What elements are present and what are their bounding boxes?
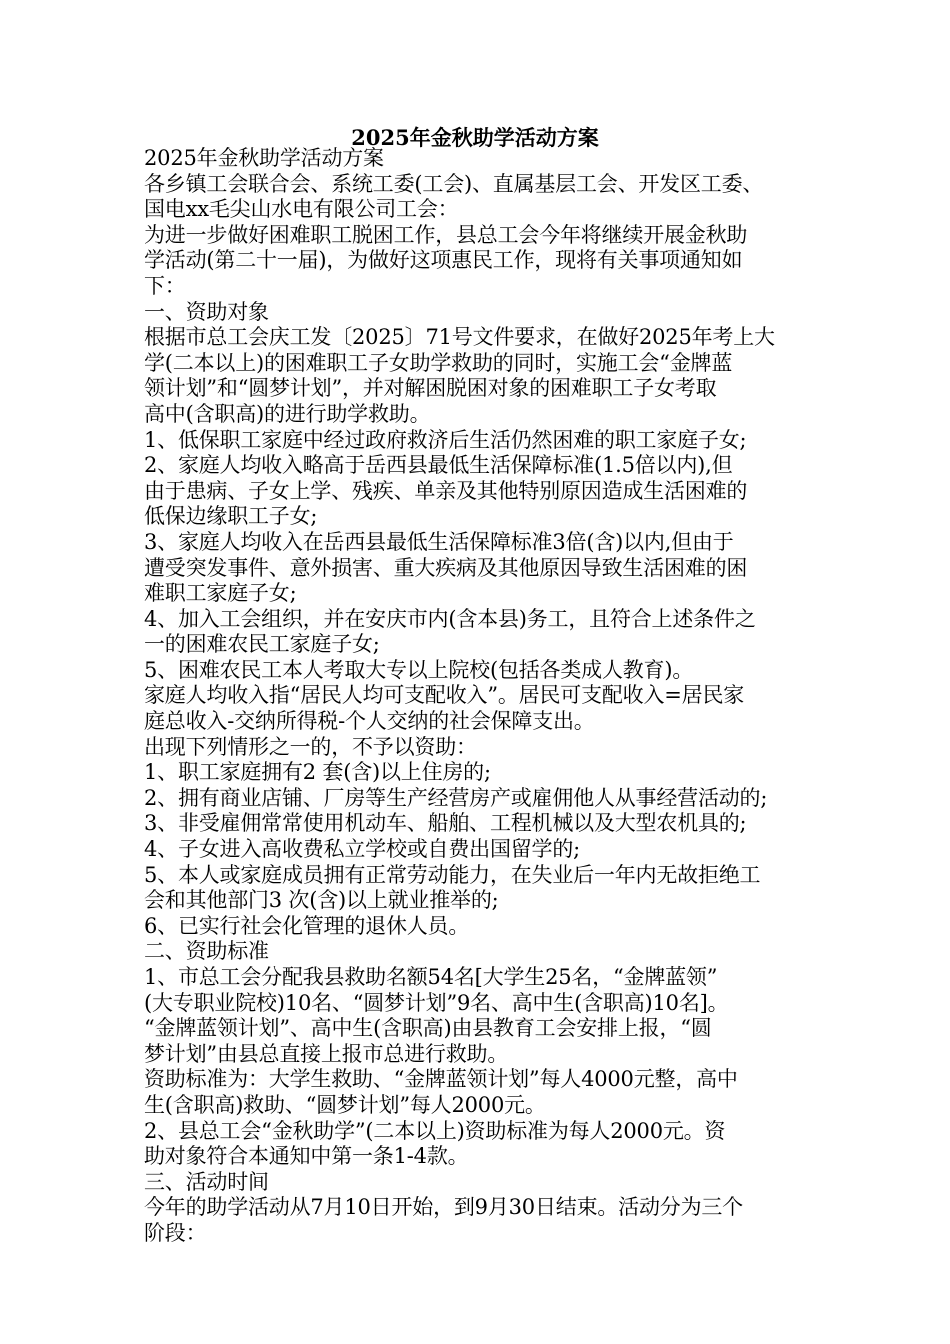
- document-line: 为进一步做好困难职工脱困工作，县总工会今年将继续开展金秋助: [144, 222, 748, 247]
- document-line: 5、本人或家庭成员拥有正常劳动能力，在失业后一年内无故拒绝工: [144, 862, 761, 887]
- document-line: 家庭人均收入指“居民人均可支配收入”。居民可支配收入=居民家: [144, 683, 745, 708]
- document-line: 国电xx毛尖山水电有限公司工会：: [144, 197, 459, 222]
- document-line: 2、县总工会“金秋助学”(二本以上)资助标准为每人2000元。资: [144, 1118, 726, 1143]
- document-line: 3、家庭人均收入在岳西县最低生活保障标准3倍(含)以内,但由于: [144, 529, 734, 554]
- document-line: 一的困难农民工家庭子女;: [144, 632, 380, 657]
- document-line: 根据市总工会庆工发〔2025〕71号文件要求，在做好2025年考上大: [144, 325, 775, 350]
- document-line: 6、已实行社会化管理的退休人员。: [144, 913, 470, 938]
- document-line: 1、职工家庭拥有2 套(含)以上住房的;: [144, 760, 491, 785]
- document-line: 领计划”和“圆梦计划”，并对解困脱困对象的困难职工子女考取: [144, 376, 717, 401]
- document-line: 1、低保职工家庭中经过政府救济后生活仍然困难的职工家庭子女;: [144, 427, 747, 452]
- document-line: 学(二本以上)的困难职工子女助学救助的同时，实施工会“金牌蓝: [144, 350, 733, 375]
- document-line: 梦计划”由县总直接上报市总进行救助。: [144, 1041, 509, 1066]
- document-line: 出现下列情形之一的，不予以资助：: [144, 734, 477, 759]
- document-line: 由于患病、子女上学、残疾、单亲及其他特别原因造成生活困难的: [144, 478, 748, 503]
- document-line: 5、困难农民工本人考取大专以上院校(包括各类成人教育)。: [144, 657, 694, 682]
- document-line: (大专职业院校)10名、“圆梦计划”9名、高中生(含职高)10名]。: [144, 990, 729, 1015]
- document-line: 2025年金秋助学活动方案: [144, 146, 384, 170]
- document-line: 学活动(第二十一届)，为做好这项惠民工作，现将有关事项通知如: [144, 248, 743, 273]
- document-line: 难职工家庭子女;: [144, 581, 297, 606]
- document-line: 今年的助学活动从7月10日开始，到9月30日结束。活动分为三个: [144, 1195, 743, 1220]
- document-line: 二、资助标准: [144, 939, 269, 964]
- document-line: 三、活动时间: [144, 1169, 269, 1194]
- document-line: 1、市总工会分配我县救助名额54名[大学生25名，“金牌蓝领”: [144, 965, 718, 989]
- document-line: 遭受突发事件、意外损害、重大疾病及其他原因导致生活困难的困: [144, 555, 748, 580]
- document-body: [144, 146, 824, 1247]
- document-title: 2025年金秋助学活动方案: [351, 125, 599, 150]
- document-line: 下：: [144, 273, 186, 298]
- document-line: 一、资助对象: [144, 299, 269, 324]
- document-line: 2、家庭人均收入略高于岳西县最低生活保障标准(1.5倍以内),但: [144, 453, 733, 478]
- document-line: 高中(含职高)的进行助学救助。: [144, 401, 431, 426]
- document-line: 3、非受雇佣常常使用机动车、船舶、工程机械以及大型农机具的;: [144, 811, 747, 836]
- document-line: 助对象符合本通知中第一条1-4款。: [144, 1144, 469, 1169]
- document-line: 4、子女进入高收费私立学校或自费出国留学的;: [144, 837, 581, 862]
- document-line: 资助标准为：大学生救助、“金牌蓝领计划”每人4000元整，高中: [144, 1067, 738, 1092]
- document-line: 会和其他部门3 次(含)以上就业推举的;: [144, 888, 499, 913]
- document-line: 4、加入工会组织，并在安庆市内(含本县)务工，且符合上述条件之: [144, 606, 756, 631]
- document-line: 庭总收入-交纳所得税-个人交纳的社会保障支出。: [144, 709, 595, 734]
- document-line: 阶段：: [144, 1220, 207, 1245]
- document-line: 2、拥有商业店铺、厂房等生产经营房产或雇佣他人从事经营活动的;: [144, 785, 768, 810]
- document-line: 生(含职高)救助、“圆梦计划”每人2000元。: [144, 1092, 546, 1117]
- document-line: “金牌蓝领计划”、高中生(含职高)由县教育工会安排上报，“圆: [144, 1016, 712, 1041]
- document-line: 低保边缘职工子女;: [144, 504, 318, 529]
- document-line: 各乡镇工会联合会、系统工委(工会)、直属基层工会、开发区工委、: [144, 171, 764, 196]
